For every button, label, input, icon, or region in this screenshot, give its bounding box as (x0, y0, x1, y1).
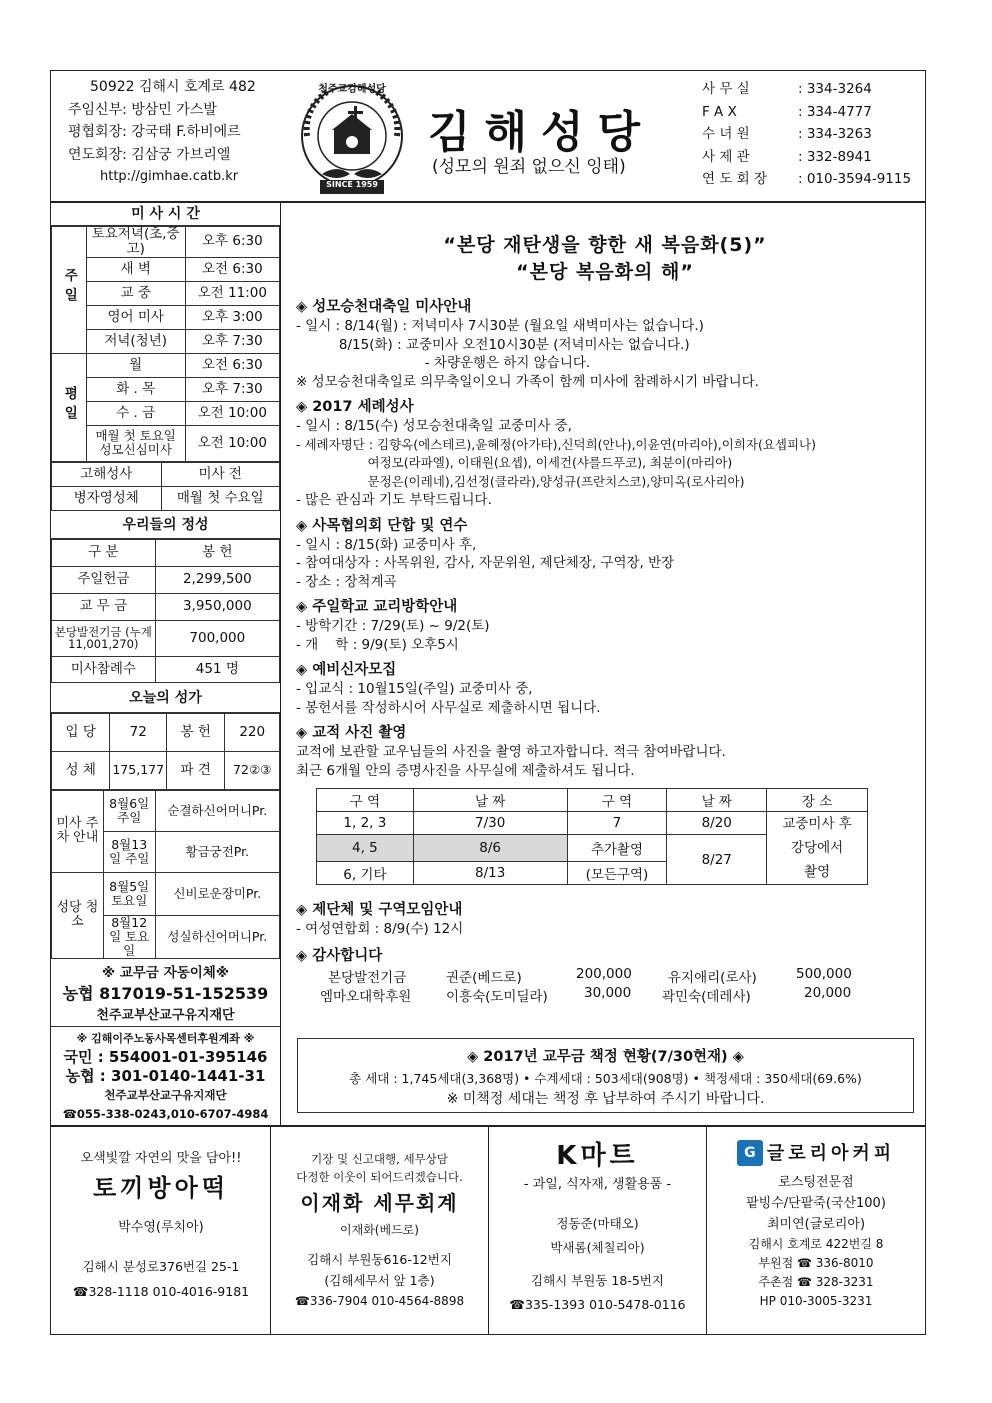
mass-name: 월 (86, 353, 185, 377)
thanks-category: 본당발전기금 (328, 970, 407, 986)
table-row (52, 377, 280, 401)
section-head: ◈ 주일학교 교리방학안내 (296, 599, 458, 615)
mass-time: 오전 6:30 (185, 353, 279, 377)
bank-title: ※ 교무금 자동이체※ (102, 964, 229, 981)
status-line: 총 세대 : 1,745세대(3,368명) • 수계세대 : 503세대(908명) • 책정세대 : 350세대(69.6%) (349, 1071, 862, 1086)
ad-phone: HP 010-3005-3231 (759, 1294, 873, 1308)
thanks-donor: 곽민숙(데레사) (662, 989, 751, 1005)
donation-account: 국민 : 554001-01-395146 (63, 1047, 268, 1066)
hymn-number: 220 (225, 713, 280, 751)
contact-value: 332-8941 (806, 148, 872, 165)
table-row (52, 713, 280, 751)
table-cell: 8/20 (667, 812, 767, 835)
ad-address: 김해시 호계로 422번길 8 (748, 1237, 884, 1251)
hymn-label: 성 체 (52, 751, 110, 789)
mass-name: 수 . 금 (86, 401, 185, 425)
table-cell: (모든구역) (567, 862, 667, 885)
ad-phone: ☎328-1118 010-4016-9181 (72, 1284, 250, 1299)
table-cell: 7 (567, 812, 667, 835)
contact-label: 수 녀 원 (702, 126, 750, 142)
photo-place (767, 812, 868, 885)
table-row (52, 305, 280, 329)
section-line: - 차량운행은 하지 않습니다. (296, 355, 591, 371)
offering-value: 700,000 (155, 620, 279, 656)
column-header: 장 소 (767, 789, 868, 812)
contact-label: F A X (702, 103, 737, 120)
council-head: 평협회장: 강국태 F.하비에르 (68, 124, 241, 140)
section-line: ※ 성모승천대축일로 의무축일이오니 가족이 함께 미사에 참례하시기 바랍니다. (296, 373, 759, 390)
hymn-heading: 오늘의 성가 (51, 683, 280, 713)
section-line: - 개 학 : 9/9(토) 오후5시 (296, 636, 459, 653)
ad-tagline: 팥빙수/단팥죽(국산100) (746, 1196, 886, 1211)
status-title: ◈ 2017년 교무금 책정 현황(7/30현재) ◈ (467, 1049, 744, 1065)
contact-fax: F A X : 334-4777 (702, 101, 922, 124)
left-column (51, 202, 280, 1126)
table-row (52, 872, 280, 915)
ad-phone: 주촌점 ☎ 328-3231 (758, 1275, 874, 1289)
contact-label: 사 제 관 (702, 148, 750, 165)
ad-address: 김해시 분성로376번길 25-1 (82, 1259, 240, 1274)
hymn-label: 파 견 (167, 751, 225, 789)
ad-name: 이재화 세무회계 (300, 1191, 459, 1215)
ad-tagline: 오색빛깔 자연의 맛을 담아!! (80, 1151, 242, 1166)
contact-value: 334-3264 (806, 81, 872, 97)
ad-address: 김해시 부원동 18-5번지 (531, 1273, 664, 1288)
section-line: - 입교식 : 10월15일(주일) 교중미사 중, (296, 681, 533, 697)
ad-phone: ☎335-1393 010-5478-0116 (509, 1297, 686, 1312)
hymn-number: 72②③ (225, 751, 280, 789)
mass-table (51, 226, 280, 462)
confession-label: 고해성사 (52, 462, 162, 486)
ad-tax-office (271, 1150, 488, 1312)
section-head: ◈ 제단체 및 구역모임안내 (296, 902, 463, 918)
section-head: ◈ 사목협의회 단합 및 연수 (296, 517, 468, 534)
column-header: 날 짜 (667, 789, 767, 812)
photo-schedule-table (316, 788, 868, 885)
section-council (296, 516, 921, 592)
duty-table (51, 790, 280, 959)
section-line: 교적에 보관할 교우님들의 사진을 촬영 하고자합니다. 적극 참여바랍니다. (296, 744, 726, 760)
offering-value: 451 명 (155, 656, 279, 682)
place-line: 촬영 (804, 864, 831, 880)
table-row (52, 486, 280, 510)
parking-label: 미사 주차 안내 (52, 790, 104, 872)
contact-office: 사 무 실 : 334-3264 (702, 78, 922, 101)
announcements (296, 297, 921, 780)
offering-label: 본당발전기금 (누계11,001,270) (52, 620, 156, 656)
section-line: - 많은 관심과 기도 부탁드립니다. (296, 492, 492, 508)
main-title: “본당 재탄생을 향한 새 복음화(5)” (443, 234, 767, 256)
mass-heading: 미 사 시 간 (51, 202, 280, 226)
column-header: 구 역 (317, 789, 414, 812)
column-header: 날 짜 (413, 789, 567, 812)
ad-phone: ☎336-7904 010-4564-8898 (294, 1294, 465, 1308)
sunday-label: 주일 (52, 227, 87, 354)
section-head: ◈ 예비신자모집 (296, 662, 397, 678)
cleaning-label: 성당 청소 (52, 872, 104, 958)
contact-convent: 수 녀 원 : 334-3263 (702, 123, 922, 146)
sacrament-table (51, 462, 280, 511)
donation-title: ※ 김해이주노동사목센터후원계좌 ※ (76, 1031, 255, 1045)
main-subtitle: “본당 복음화의 해” (516, 261, 694, 283)
ad-k-mart (489, 1138, 706, 1315)
contact-value: 334-4777 (806, 103, 872, 120)
thanks-donor: 유지애리(로사) (668, 970, 757, 986)
bank-owner: 천주교부산교구유지재단 (96, 1007, 235, 1023)
thanks-donor: 권준(베드로) (446, 970, 522, 986)
table-cell: 추가촬영 (567, 835, 667, 862)
column-divider (280, 201, 281, 1125)
ad-person: 박수영(루치아) (118, 1220, 204, 1235)
contact-list (702, 78, 922, 191)
confession-time: 미사 전 (161, 462, 279, 486)
offering-value: 2,299,500 (155, 566, 279, 593)
section-line: - 세례자명단 : 김향옥(에스테르),윤혜정(아가타),신덕희(안나),이윤연(마리아),이희자(요셉피나) (296, 436, 817, 452)
donation-account: 농협 : 301-0140-1441-31 (65, 1066, 266, 1085)
header-info (68, 76, 288, 189)
bank-account: 농협 817019-51-152539 (62, 983, 269, 1003)
thanks-amount: 30,000 (584, 985, 632, 1001)
section-catechumen (296, 660, 921, 717)
hymn-label: 입 당 (52, 713, 110, 751)
ad-name: 토끼방아떡 (93, 1174, 229, 1202)
ad-address: 김해시 부원동616-12번지 (307, 1252, 452, 1267)
status-note: ※ 미책정 세대는 책정 후 납부하여 주시기 바랍니다. (446, 1091, 765, 1107)
ad-name: 글로리아커피 (766, 1142, 896, 1164)
contact-value: 010-3594-9115 (806, 171, 912, 187)
mass-name: 토요저녁(초,중고) (86, 227, 185, 258)
table-cell: 8/27 (667, 835, 767, 885)
section-head: ◈ 교적 사진 촬영 (296, 725, 407, 741)
contact-yeondo: 연 도 회 장 : 010-3594-9115 (702, 168, 922, 191)
logo-ring-text: 천주교김해성당 (318, 84, 386, 95)
duty-date: 8월5일 토요일 (103, 872, 155, 915)
mass-time: 오후 3:00 (185, 305, 279, 329)
table-row (317, 812, 868, 835)
table-row (52, 281, 280, 305)
section-line: - 일시 : 8/14(월) : 저녁미사 7시30분 (월요일 새벽미사는 없습니다.) (296, 318, 704, 334)
section-line: - 장소 : 장척계곡 (296, 573, 397, 590)
coffee-logo-icon: G (737, 1140, 763, 1166)
logo-since: SINCE 1959 (326, 180, 378, 189)
section-line: - 참여대상자 : 사목위원, 감사, 자문위원, 제단체장, 구역장, 반장 (296, 555, 675, 571)
hymn-table (51, 713, 280, 790)
table-row (52, 539, 280, 566)
ad-gloria-coffee (707, 1140, 925, 1311)
ad-address: (김해세무서 앞 1층) (324, 1273, 435, 1288)
ad-name: K마트 (556, 1141, 639, 1171)
contact-label: 연 도 회 장 (702, 171, 768, 187)
table-cell: 8/13 (413, 862, 567, 885)
mass-time: 오전 6:30 (185, 257, 279, 281)
offering-label: 교 무 금 (52, 593, 156, 620)
mass-name: 화 . 목 (86, 377, 185, 401)
ad-person: 이재화(베드로) (340, 1223, 419, 1237)
table-row (52, 462, 280, 486)
thanks-row (296, 966, 921, 985)
ad-tagline: 다정한 이웃이 되어드리겠습니다. (296, 1170, 463, 1184)
section-line: 8/15(화) : 교중미사 오전10시30분 (저녁미사는 없습니다.) (296, 336, 690, 353)
section-line: - 여성연합회 : 8/9(수) 12시 (296, 921, 464, 937)
table-row (52, 227, 280, 258)
ad-rice-cake (52, 1148, 270, 1302)
section-line: - 봉헌서를 작성하시어 사무실로 제출하시면 됩니다. (296, 699, 601, 716)
migrant-donation-box (51, 1027, 280, 1126)
offering-label: 주일헌금 (52, 566, 156, 593)
section-line: 문정은(이레네),김선정(클라라),양성규(프란치스코),양미옥(로사리아) (296, 473, 745, 489)
section-head: ◈ 2017 세례성사 (296, 399, 414, 415)
offering-table (51, 539, 280, 683)
section-baptism (296, 397, 921, 510)
page-subtitle: (성모의 원죄 없으신 잉태) (432, 157, 626, 177)
mass-name: 새 벽 (86, 257, 185, 281)
table-row (52, 353, 280, 377)
place-line: 교중미사 후 (782, 816, 852, 832)
column-header: 구 역 (567, 789, 667, 812)
duty-team: 순결하신어머니Pr. (155, 790, 279, 831)
table-row (52, 329, 280, 353)
mass-name: 교 중 (86, 281, 185, 305)
mass-name: 영어 미사 (86, 305, 185, 329)
duty-date: 8월12일 토요일 (103, 915, 155, 958)
section-line: - 방학기간 : 7/29(토) ~ 9/2(토) (296, 618, 490, 634)
table-row (52, 620, 280, 656)
mass-time: 오후 7:30 (185, 329, 279, 353)
dues-status-box (297, 1038, 914, 1113)
offering-value: 3,950,000 (155, 593, 279, 620)
ad-tagline: - 과일, 식자재, 생활용품 - (523, 1177, 672, 1192)
mass-time: 오후 7:30 (185, 377, 279, 401)
table-row (52, 566, 280, 593)
thanks-donor: 이흥숙(도미딜라) (446, 989, 548, 1005)
offering-heading: 우리들의 정성 (51, 511, 280, 539)
pastor: 주임신부: 방삼민 가스발 (68, 101, 217, 118)
table-row (52, 257, 280, 281)
ad-person: 정동준(마태오) (556, 1216, 639, 1231)
section-groups (296, 900, 921, 939)
weekday-label: 평일 (52, 353, 87, 461)
section-line: 여정모(라파엘), 이태원(요셉), 이세건(샤를드푸코), 최분이(마리아) (296, 455, 733, 470)
hymn-number: 175,177 (110, 751, 167, 789)
section-sunday-school (296, 597, 921, 654)
contact-label: 사 무 실 (702, 81, 750, 97)
column-header: 구 분 (52, 539, 156, 566)
table-row (52, 425, 280, 461)
ad-person: 최미연(글로리아) (766, 1217, 866, 1232)
mass-name: 저녁(청년) (86, 329, 185, 353)
section-line: - 일시 : 8/15(화) 교중미사 후, (296, 536, 477, 553)
table-cell: 1, 2, 3 (317, 812, 414, 835)
section-head: ◈ 성모승천대축일 미사안내 (296, 299, 472, 315)
section-assumption (296, 297, 921, 391)
website-link[interactable]: http://gimhae.catb.kr (100, 169, 239, 184)
table-cell: 8/6 (413, 835, 567, 862)
table-row (52, 656, 280, 682)
ad-phone: 부원점 ☎ 336-8010 (758, 1256, 874, 1270)
table-row (52, 593, 280, 620)
place-line: 강당에서 (791, 840, 844, 856)
parish-logo (292, 78, 412, 198)
thanks-category: 엠마오대학후원 (320, 989, 412, 1005)
table-row (52, 790, 280, 831)
table-cell: 6, 기타 (317, 862, 414, 885)
mass-time: 오전 11:00 (185, 281, 279, 305)
contact-value: 334-3263 (806, 126, 872, 142)
table-cell: 7/30 (413, 812, 567, 835)
bank-transfer-box (51, 959, 280, 1027)
column-header: 봉 헌 (155, 539, 279, 566)
mass-time: 오전 10:00 (185, 425, 279, 461)
thanks-row (296, 985, 921, 1004)
ad-tagline: 로스팅전문점 (778, 1175, 854, 1190)
table-row (317, 789, 868, 812)
sick-communion-label: 병자영성체 (52, 486, 162, 510)
youth-head: 연도회장: 김삼궁 가브리엘 (68, 146, 231, 163)
section-line: 최근 6개월 안의 증명사진을 사무실에 제출하셔도 됩니다. (296, 762, 635, 779)
ad-person: 박새롬(체칠리아) (550, 1240, 645, 1255)
hymn-label: 봉 헌 (167, 713, 225, 751)
main-content (290, 230, 920, 284)
mass-time: 오후 6:30 (185, 227, 279, 258)
address: 50922 김해시 호계로 482 (90, 79, 256, 95)
donation-phone: ☎055-338-0243,010-6707-4984 (62, 1106, 269, 1121)
contact-rectory: 사 제 관 : 332-8941 (702, 146, 922, 169)
duty-date: 8월13일 주일 (103, 831, 155, 872)
thanks-amount: 200,000 (576, 966, 632, 982)
mass-time: 오전 10:00 (185, 401, 279, 425)
table-row (52, 401, 280, 425)
offering-label: 미사참례수 (52, 656, 156, 682)
mass-name: 매월 첫 토요일 성모신심미사 (86, 425, 185, 461)
section-line: - 일시 : 8/15(수) 성모승천대축일 교중미사 중, (296, 418, 572, 434)
duty-team: 신비로운장미Pr. (155, 872, 279, 915)
duty-date: 8월6일 주일 (103, 790, 155, 831)
sick-communion-time: 매월 첫 수요일 (161, 486, 279, 510)
section-head: ◈ 감사합니다 (296, 948, 383, 964)
thanks-amount: 20,000 (804, 985, 852, 1001)
thanks-amount: 500,000 (796, 966, 852, 982)
table-row (52, 751, 280, 789)
hymn-number: 72 (110, 713, 167, 751)
section-thanks (296, 946, 921, 1004)
duty-team: 황금궁전Pr. (155, 831, 279, 872)
ad-logo-row (707, 1140, 925, 1166)
table-cell: 4, 5 (317, 835, 414, 862)
ad-tagline: 기장 및 신고대행, 세무상담 (311, 1152, 448, 1166)
section-photo (296, 723, 921, 780)
donation-owner: 천주교부산교구유지재단 (104, 1087, 227, 1102)
duty-team: 성실하신어머니Pr. (155, 915, 279, 958)
page-title: 김해성당 (428, 107, 655, 158)
